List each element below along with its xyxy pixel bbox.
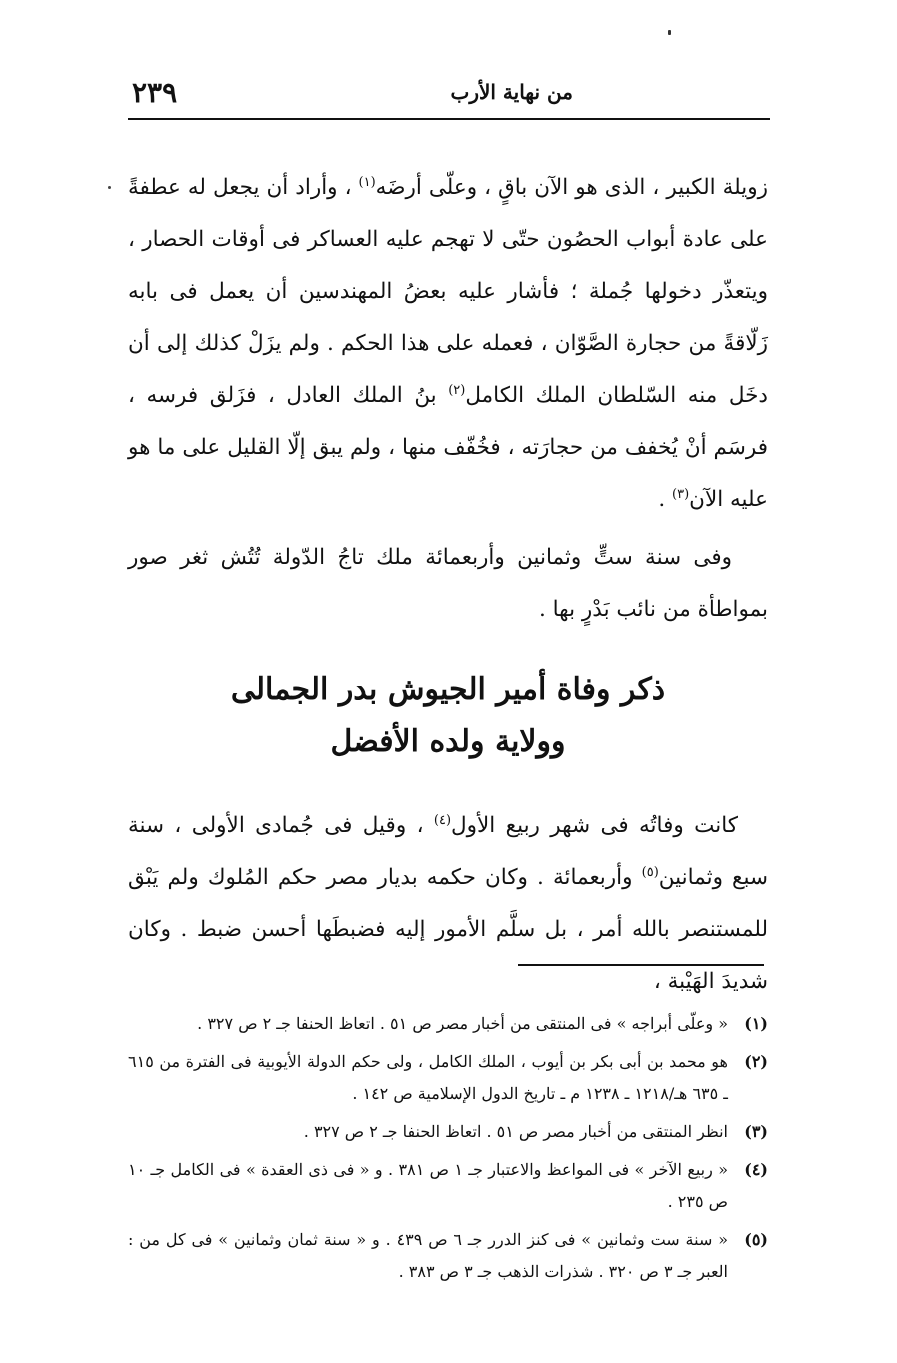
section-text xyxy=(128,800,768,1008)
footnote-text: « ربيع الآخر » فى المواعظ والاعتبار جـ ١ ص ٣٨١ . و « فى ذى العقدة » فى الكامل جـ ١٠ ص ٢٣٥ . xyxy=(128,1160,729,1211)
footnote-number: (٥) xyxy=(744,1230,768,1249)
page-header xyxy=(128,76,768,116)
scan-speck xyxy=(668,30,671,35)
main-text xyxy=(128,162,768,636)
footnote-text: هو محمد بن أبى بكر بن أيوب ، الملك الكامل ، ولى حكم الدولة الأيوبية فى الفترة من ٦١٥ ـ ٦٣٥ هـ/١٢١٨ ـ ١٢٣٨ م ـ تاريخ الدول الإسلامية ص ١٤٢ . xyxy=(128,1052,728,1103)
footnote-ref-3[interactable]: (٣) xyxy=(672,486,690,502)
section-heading-line-1: ذكر وفاة أمير الجيوش بدر الجمالى xyxy=(230,672,666,707)
footnote-number: (٢) xyxy=(744,1052,768,1071)
footnote-5 xyxy=(128,1224,768,1288)
footnote-text: « سنة ست وثمانين » فى كنز الدرر جـ ٦ ص ٤٣٩ . و « سنة ثمان وثمانين » فى كل من : العبر جـ ٣ ص ٣٢٠ . شذرات الذهب جـ ٣ ص ٣٨٣ . xyxy=(128,1230,728,1281)
footnote-4 xyxy=(128,1154,768,1218)
text-run: وأربعمائة . وكان حكمه بديار مصر حكم المُلوك ولم يَبْق للمستنصر بالله أمر ، بل سلَّم الأمور إليه فضبطَها أحسن ضبط . وكان شديدَ الهَيْبة ، xyxy=(128,865,768,994)
footnote-ref-4[interactable]: (٤) xyxy=(433,812,452,828)
text-run: كانت وفاتُه فى شهر ربيع الأول xyxy=(451,813,739,838)
footnote-text: « وعلّى أبراجه » فى المنتقى من أخبار مصر ص ٥١ . اتعاظ الحنفا جـ ٢ ص ٣٢٧ . xyxy=(197,1014,728,1033)
section-heading xyxy=(128,664,768,768)
paragraph-2: وفى سنة ستٍّ وثمانين وأربعمائة ملك تاجُ الدّولة تُتُش ثغر صور بمواطأة من نائب بَدْرٍ بها . xyxy=(128,545,768,622)
footnote-number: (٤) xyxy=(744,1160,768,1179)
footnote-ref-1[interactable]: (١) xyxy=(358,174,376,190)
text-run: ، وأراد أن يجعل له عطفةً على عادة أبواب الحصُون حتّى لا تهجم عليه العساكر فى أوقات الحصار ، ويتعذّر دخولها جُملة ؛ فأشار عليه بعضُ المهندسين أن يعمل فى بابه زَلّاقةً من حجارة الصَّوّان ، فعمله على هذا الحكم . ولم يزَلْ كذلك إلى أن دخَل منه السّلطان الملك الكامل xyxy=(128,175,768,408)
section-heading-line-2: وولاية ولده الأفضل xyxy=(330,724,566,759)
text-run: . xyxy=(658,487,673,512)
footnote-separator xyxy=(518,964,764,966)
paragraph-1 xyxy=(128,162,768,526)
text-run: زويلة الكبير ، الذى هو الآن باقٍ ، وعلّى أرضَه xyxy=(375,175,768,200)
text-run: ، وقيل فى جُمادى الأولى ، سنة سبع وثمانين xyxy=(128,813,768,890)
header-rule xyxy=(128,118,770,120)
footnote-number: (٣) xyxy=(744,1122,768,1141)
footnotes xyxy=(128,1008,768,1294)
footnote-3 xyxy=(128,1116,768,1148)
scan-speck xyxy=(108,186,111,189)
text-run: بنُ الملك العادل ، فزَلق فرسه ، فرسَم أنْ يُخفف من حجارَته ، فخُفّف منها ، ولم يبق إلّا القليل على ما هو عليه الآن xyxy=(128,383,768,512)
footnote-ref-2[interactable]: (٢) xyxy=(448,382,466,398)
footnote-ref-5[interactable]: (٥) xyxy=(641,864,659,880)
paragraph-3 xyxy=(128,800,768,1008)
page-number: ٢٣٩ xyxy=(132,76,178,109)
footnote-text: انظر المنتقى من أخبار مصر ص ٥١ . اتعاظ الحنفا جـ ٢ ص ٣٢٧ . xyxy=(303,1122,728,1141)
running-title: من نهاية الأرب xyxy=(450,80,573,104)
footnote-2 xyxy=(128,1046,768,1110)
footnote-number: (١) xyxy=(744,1014,768,1033)
footnote-1 xyxy=(128,1008,768,1040)
